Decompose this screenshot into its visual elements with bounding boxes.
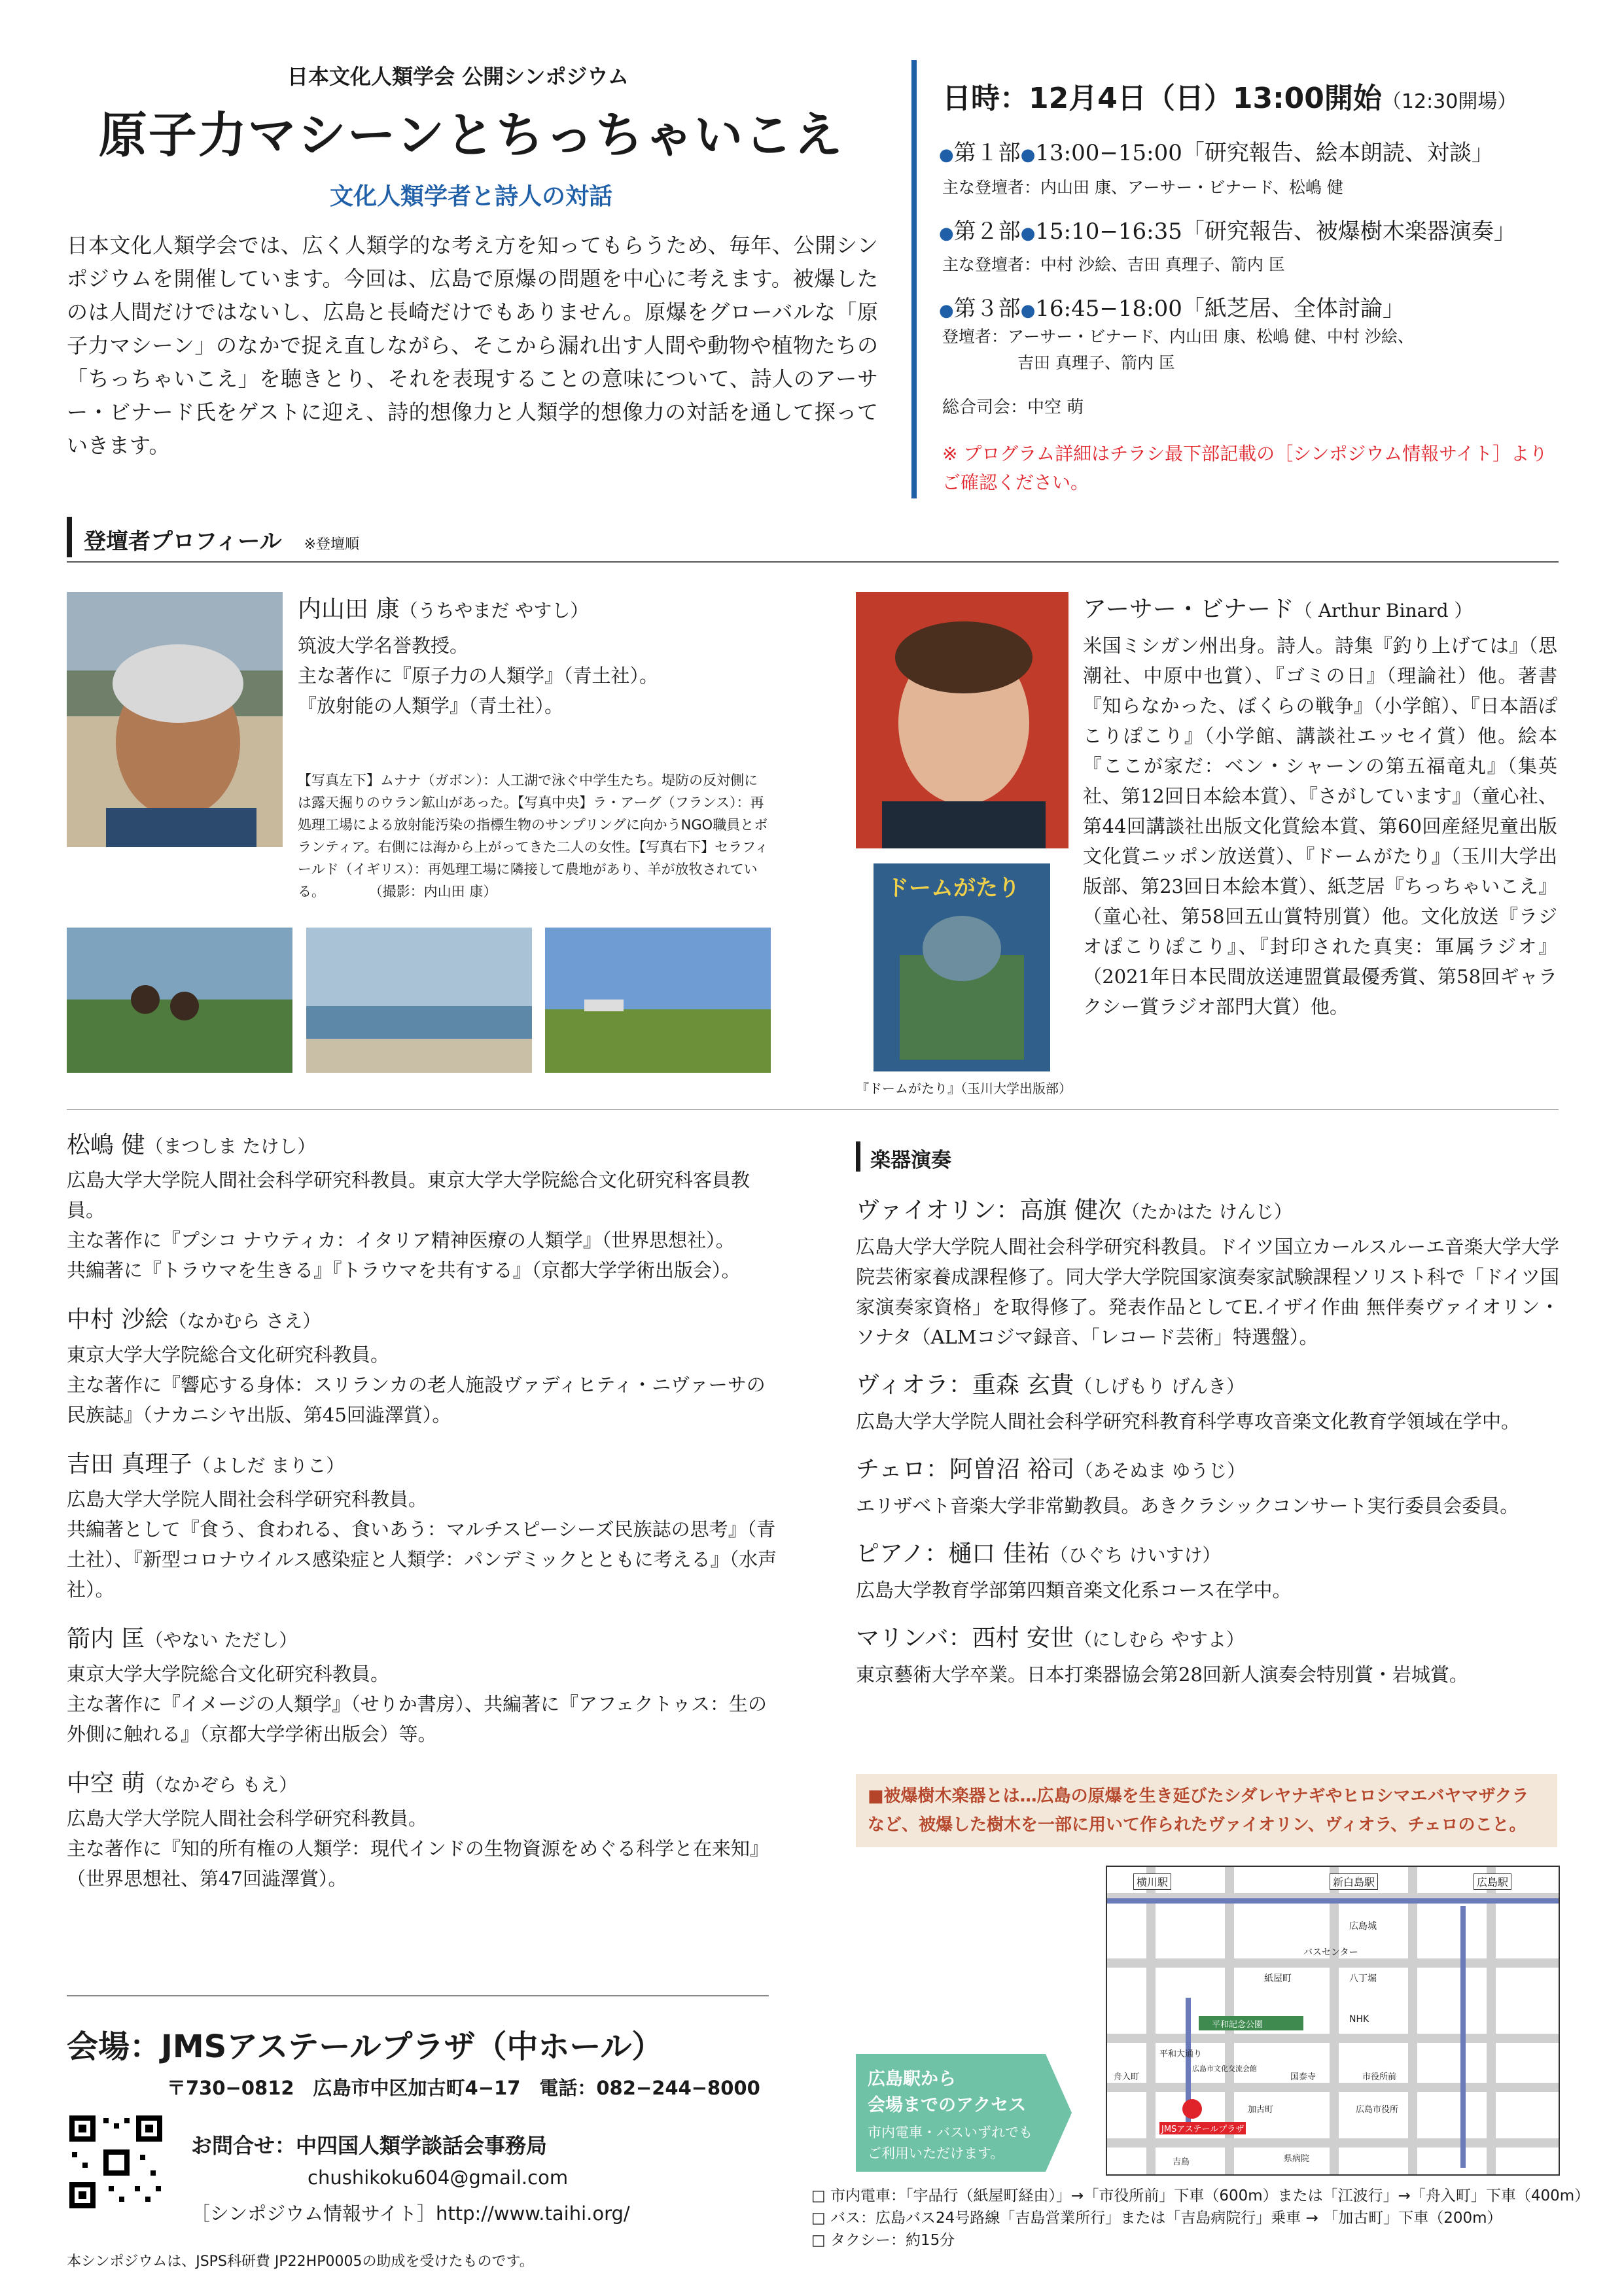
map-label: 加古町 [1248,2105,1274,2115]
book-caption: 『ドームがたり』（玉川大学出版部） [856,1081,1072,1096]
part-3-speakers: 登壇者：アーサー・ビナード、内山田 康、松嶋 健、中村 沙絵、 [942,327,1414,346]
map-label: 吉島 [1173,2157,1190,2167]
profiles-header: 登壇者プロフィール ※登壇順 [84,529,360,555]
profiles-divider [67,1109,1559,1110]
access-subtitle-2: ご利用いただけます。 [868,2146,1004,2161]
program-note: ※ プログラム詳細はチラシ最下部記載の［シンポジウム情報サイト］より ご確認ください。 [942,443,1566,493]
map-label: 国泰寺 [1290,2072,1316,2082]
access-callout [856,2054,1072,2172]
grant-note: 本シンポジウムは、JSPS科研費 JP22HP0005の助成を受けたものです。 [67,2253,534,2270]
contact-email[interactable]: chushikoku604@gmail.com [308,2166,569,2189]
map-label: 紙屋町 [1264,1974,1292,1984]
map-label: 平和大通り [1159,2049,1203,2059]
map-label: 広島城 [1349,1921,1377,1932]
schedule-divider [911,60,917,498]
desc-uchiyamada: 筑波大学名誉教授。 主な著作に『原子力の人類学』（青土社）。 『放射能の人類学』（青土社）。 [298,635,659,717]
map-label: 市役所前 [1362,2072,1397,2082]
map-label: NHK [1349,2014,1369,2025]
photo-sellafield [545,928,771,1073]
map-label: 八丁堀 [1349,1974,1377,1984]
part-3: ●第３部●16:45−18:00「紙芝居、全体討論」 [939,296,1405,322]
profile-yanai: 箭内 匡（やない ただし） 東京大学大学院総合文化研究科教員。 主な著作に『イメージの人類学』（せりか書房）、共編著に『アフェクトゥス：生の外側に触れる』（京都大学学術出版会）等。 [67,1626,767,1745]
name-binard: アーサー・ビナード（ Arthur Binard ） [1083,596,1473,623]
venue-rule [67,1995,769,1996]
desc-binard: 米国ミシガン州出身。詩人。詩集『釣り上げては』（思潮社、中原中也賞）、『ゴミの日』（理論社）他。著書『知らなかった、ぼくらの戦争』（小学館）、『日本語ぽこりぽこり』（小学館、講談社エッセイ賞）他。絵本『ここが家だ：ベン・シャーンの第五福竜丸』（集英社、第12回日本絵本賞）、『さがしています』（童心社、第44回講談社出版文化賞絵本賞、第60回産経児童出版文化賞ニッポン放送賞）、『ドームがたり』（玉川大学出版部、第23回日本絵本賞）、紙芝居『ちっちゃいこえ』（童心社、第58回五山賞特別賞）他。文化放送『ラジオぽこりぽこり』、『封印された真実：軍属ラジオ』（2021年日本民間放送連盟賞最優秀賞、第58回ギャラクシー賞ラジオ部門大賞）他。 [1083,635,1557,1018]
access-title-2: 会場までのアクセス [868,2095,1027,2115]
photo-munana [67,928,292,1073]
profiles-header-bar [67,517,72,557]
map-venue-label: JMSアステールプラザ [1159,2122,1246,2134]
player-cello: チェロ：阿曽沼 裕司（あそぬま ゆうじ） エリザベト音楽大学非常勤教員。あきクラシックコンサート実行委員会委員。 [856,1456,1519,1517]
map-label: 広島市役所 [1356,2105,1399,2115]
master-of-ceremonies: 総合司会：中空 萌 [942,398,1084,417]
part-2-speakers: 主な登壇者：中村 沙絵、吉田 真理子、箭内 匡 [942,255,1285,274]
player-violin: ヴァイオリン：高旗 健次（たかはた けんじ） 広島大学大学院人間社会科学研究科教員。ドイツ国立カールスルーエ音楽大学大学院芸術家養成課程修了。同大学大学院国家演奏家試験課程ソリスト科で「ドイツ国家演奏家資格」を取得修了。発表作品としてE.イザイ作曲 無伴奏ヴァイオリン・ソナタ（ALMコジマ録音、「レコード芸術」特選盤）。 [856,1197,1559,1348]
map-station-yokogawa: 横川駅 [1133,1873,1171,1890]
player-piano: ピアノ：樋口 佳祐（ひぐち けいすけ） 広島大学教育学部第四類音楽文化系コース在学中。 [856,1540,1292,1601]
left-profiles [67,1126,783,1894]
player-viola: ヴィオラ：重森 玄貴（しげもり げんき） 広島大学大学院人間社会科学研究科教育科学専攻音楽文化教育学領域在学中。 [856,1372,1521,1433]
page-title: 原子力マシーンとちっちゃいこえ [98,107,844,164]
profile-nakamura: 中村 沙絵（なかむら さえ） 東京大学大学院総合文化研究科教員。 主な著作に『響応する身体：スリランカの老人施設ヴァディヒティ・ニヴァーサの民族誌』（ナカニシヤ出版、第45回澁澤賞）。 [67,1306,766,1426]
profiles-rule [67,561,1559,563]
portrait-uchiyamada [67,592,283,847]
profile-matsushima: 松嶋 健（まつしま たけし） 広島大学大学院人間社会科学研究科教員。東京大学大学院総合文化研究科客員教員。 主な著作に『プシコ ナウティカ：イタリア精神医療の人類学』（世界思想社）。 共編著に『トラウマを生きる』『トラウマを共有する』（京都大学学術出版会）。 [67,1132,750,1281]
profile-yoshida: 吉田 真理子（よしだ まりこ） 広島大学大学院人間社会科学研究科教員。 共編著として『食う、食われる、食いあう：マルチスピーシーズ民族誌の思考』（青土社）、『新型コロナウイルス感染症と人類学：パンデミックとともに考える』（水声社）。 [67,1451,777,1601]
part-1: ●第１部●13:00−15:00「研究報告、絵本朗読、対談」 [939,140,1494,166]
instruments-header: 楽器演奏 [870,1149,951,1172]
qr-code-icon[interactable] [67,2113,165,2211]
access-title: 広島駅から [868,2069,956,2089]
venue-address: 〒730−0812 広島市中区加古町4−17 電話：082−244−8000 [167,2077,760,2099]
tree-instrument-note: ■被爆樹木楽器とは…広島の原爆を生き延びたシダレヤナギやヒロシマエバヤマザクラなど、被爆した樹木を一部に用いて作られたヴァイオリン、ヴィオラ、チェロのこと。 [856,1774,1557,1847]
intro-text: 日本文化人類学会では、広く人類学的な考え方を知ってもらうため、毎年、公開シンポジウムを開催しています。今回は、広島で原爆の問題を中心に考えます。被爆したのは人間だけではないし、広島と長崎だけでもありません。原爆をグローバルな「原子力マシーン」のなかで捉え直しながら、そこから漏れ出す人間や動物や植物たちの「ちっちゃいこえ」を聴きとり、それを表現することの意味について、詩人のアーサー・ビナード氏をゲストに迎え、詩的想像力と人類学的想像力の対話を通して探っていきます。 [67,233,878,458]
venue-pin-icon [1182,2099,1202,2119]
name-uchiyamada: 内山田 康（うちやまだ やすし） [298,596,589,623]
instruments-header-bar [856,1141,860,1172]
map-label: 平和記念公園 [1212,2020,1263,2030]
access-notes: □ 市内電車：「宇品行（紙屋町経由）」→「市役所前」下車（600m）または「江波行」→「舟入町」下車（400m） □ バス：広島バス24号路線「吉島営業所行」または「吉島病院行」乗車 → 「加古町」下車（200m） □ タクシー：約15分 [811,2187,1590,2249]
contact-label: お問合せ：中四国人類学談話会事務局 [191,2133,548,2158]
instrument-players [856,1192,1559,1690]
page-subtitle: 文化人類学者と詩人の対話 [329,183,612,210]
map-label: 舟入町 [1114,2072,1140,2082]
map-station-hiroshima: 広島駅 [1474,1873,1511,1890]
part-2: ●第２部●15:10−16:35「研究報告、被爆樹木楽器演奏」 [939,218,1516,245]
part-3-speakers-cont: 吉田 真理子、箭内 匡 [1017,353,1175,372]
photo-caption: 【写真左下】ムナナ（ガボン）：人工湖で泳ぐ中学生たち。堤防の反対側には露天掘りのウラン鉱山があった。【写真中央】ラ・アーグ（フランス）：再処理工場による放射能汚染の指標生物のサンプリングに向かうNGO職員とボランティア。右側には海から上がってきた二人の女性。【写真右下】セラフィールド（イギリス）：再処理工場に隣接して農地があり、羊が放牧されている。 （撮影：内山田 康） [298,773,769,899]
access-subtitle: 市内電車・バスいずれでも [868,2125,1033,2140]
access-map [1106,1866,1560,2176]
part-1-speakers: 主な登壇者：内山田 康、アーサー・ビナード、松嶋 健 [942,178,1343,197]
map-label: バスセンター [1303,1947,1358,1958]
map-label: 広島市文化交流会館 [1192,2064,1257,2073]
portrait-binard [856,592,1068,848]
symposium-site-link[interactable]: ［シンポジウム情報サイト］http://www.taihi.org/ [191,2202,630,2225]
profile-nakazora: 中空 萌（なかぞら もえ） 広島大学大学院人間社会科学研究科教員。 主な著作に『知的所有権の人類学：現代インドの生物資源をめぐる科学と在来知』（世界思想社、第47回澁澤賞）。 [67,1770,769,1890]
map-label: 県病院 [1284,2154,1310,2164]
event-organizer: 日本文化人類学会 公開シンポジウム [287,64,629,89]
photo-la-hague [306,928,532,1073]
player-marimba: マリンバ：西村 安世（にしむら やすよ） 東京藝術大学卒業。日本打楽器協会第28回新人演奏会特別賞・岩城賞。 [856,1625,1468,1686]
venue-name: 会場：JMSアステールプラザ（中ホール） [67,2028,663,2065]
book-cover-dome [874,863,1050,1071]
book-cover-title: ドームがたり [887,875,1020,901]
map-station-shinhakushima: 新白島駅 [1330,1873,1378,1890]
event-datetime: 日時：12月4日（日）13:00開始（12:30開場） [942,82,1517,115]
